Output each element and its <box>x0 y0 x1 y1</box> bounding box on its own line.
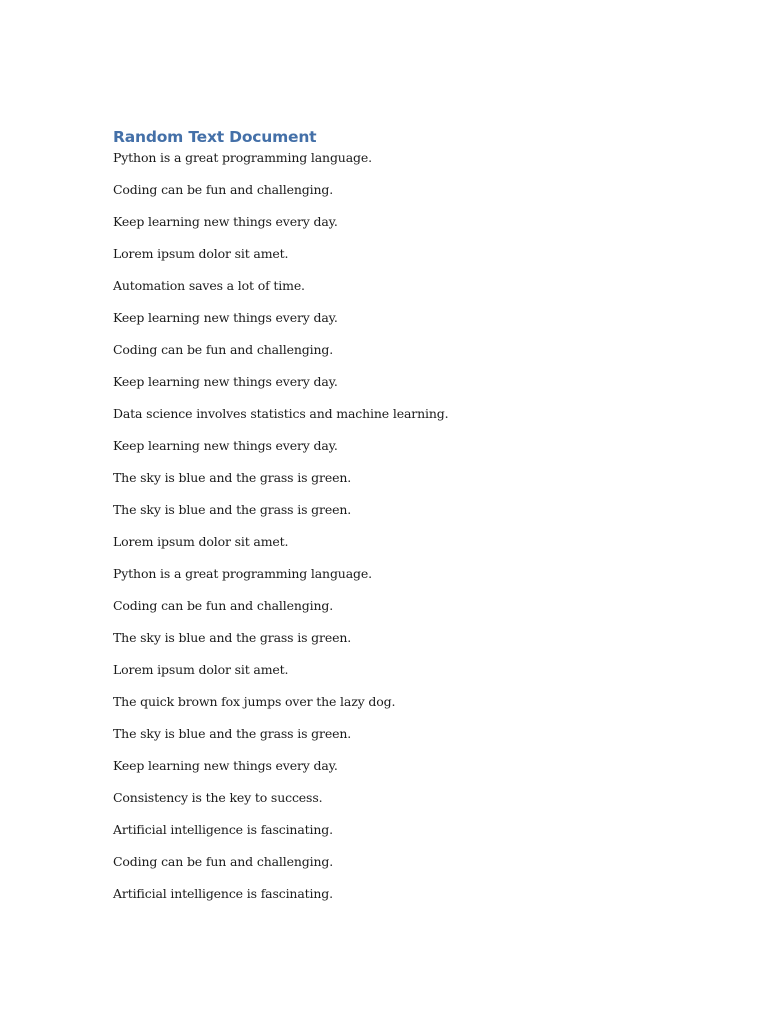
paragraph: Lorem ipsum dolor sit amet. <box>113 662 289 677</box>
paragraph: Keep learning new things every day. <box>113 310 338 325</box>
paragraph: Keep learning new things every day. <box>113 214 338 229</box>
document-title: Random Text Document <box>113 128 317 146</box>
paragraph-list <box>113 150 673 918</box>
paragraph: Keep learning new things every day. <box>113 438 338 453</box>
paragraph: Coding can be fun and challenging. <box>113 854 334 869</box>
paragraph: Artificial intelligence is fascinating. <box>113 886 333 901</box>
paragraph: The sky is blue and the grass is green. <box>113 502 352 517</box>
paragraph: The quick brown fox jumps over the lazy dog. <box>113 694 396 709</box>
paragraph: Python is a great programming language. <box>113 150 372 165</box>
paragraph: The sky is blue and the grass is green. <box>113 726 352 741</box>
document-body <box>113 124 673 918</box>
paragraph: Lorem ipsum dolor sit amet. <box>113 246 289 261</box>
paragraph: Keep learning new things every day. <box>113 374 338 389</box>
paragraph: Coding can be fun and challenging. <box>113 342 334 357</box>
paragraph: Automation saves a lot of time. <box>113 278 305 293</box>
paragraph: Data science involves statistics and machine learning. <box>113 406 449 421</box>
paragraph: The sky is blue and the grass is green. <box>113 470 352 485</box>
paragraph: Python is a great programming language. <box>113 566 372 581</box>
paragraph: Artificial intelligence is fascinating. <box>113 822 333 837</box>
paragraph: The sky is blue and the grass is green. <box>113 630 352 645</box>
paragraph: Consistency is the key to success. <box>113 790 323 805</box>
paragraph: Keep learning new things every day. <box>113 758 338 773</box>
paragraph: Coding can be fun and challenging. <box>113 598 334 613</box>
paragraph: Coding can be fun and challenging. <box>113 182 334 197</box>
paragraph: Lorem ipsum dolor sit amet. <box>113 534 289 549</box>
